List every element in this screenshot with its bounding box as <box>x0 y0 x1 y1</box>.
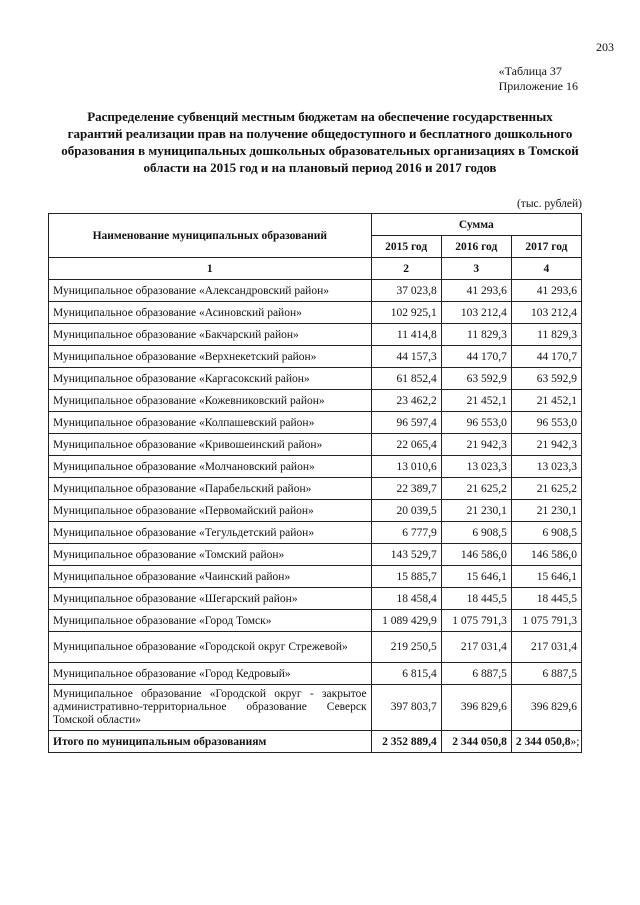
municipality-name: Муниципальное образование «Город Томск» <box>49 610 372 632</box>
table-row <box>49 412 582 434</box>
value-2016: 41 293,6 <box>441 280 511 302</box>
document-title: Распределение субвенций местным бюджетам на обеспечение государственных гарантий реализации прав на получение общедоступного и бесплатного дошкольного образования в муниципальных дошкольных образовательных организациях в Томской области на 2015 год и на плановый период 2016 и 2017 годов <box>61 109 579 175</box>
value-2017: 63 592,9 <box>511 368 581 390</box>
table-row <box>49 610 582 632</box>
table-row <box>49 368 582 390</box>
table-row <box>49 632 582 663</box>
municipality-name: Муниципальное образование «Кожевниковский район» <box>49 390 372 412</box>
value-2017: 1 075 791,3 <box>511 610 581 632</box>
value-2016: 18 445,5 <box>441 588 511 610</box>
value-2015: 96 597,4 <box>371 412 441 434</box>
value-2017: 11 829,3 <box>511 324 581 346</box>
value-2017: 21 625,2 <box>511 478 581 500</box>
municipality-name: Муниципальное образование «Чаинский район» <box>49 566 372 588</box>
column-number: 2 <box>371 258 441 280</box>
appendix-number: Приложение 16 <box>498 79 578 93</box>
total-2017-value: 2 344 050,8 <box>515 735 571 748</box>
value-2016: 15 646,1 <box>441 566 511 588</box>
value-2016: 1 075 791,3 <box>441 610 511 632</box>
value-2015: 6 777,9 <box>371 522 441 544</box>
value-2015: 102 925,1 <box>371 302 441 324</box>
municipality-name: Муниципальное образование «Асиновский район» <box>49 302 372 324</box>
municipality-name: Муниципальное образование «Александровский район» <box>49 280 372 302</box>
value-2017: 41 293,6 <box>511 280 581 302</box>
header-sum: Сумма <box>371 214 581 236</box>
page-number: 203 <box>596 40 614 54</box>
value-2017: 6 887,5 <box>511 663 581 685</box>
table-row <box>49 544 582 566</box>
value-2017: 21 942,3 <box>511 434 581 456</box>
closing-quote: »; <box>570 735 580 748</box>
table-row <box>49 346 582 368</box>
value-2015: 1 089 429,9 <box>371 610 441 632</box>
value-2017: 96 553,0 <box>511 412 581 434</box>
municipality-name: Муниципальное образование «Городской округ Стрежевой» <box>49 632 372 663</box>
header-year-2017: 2017 год <box>511 236 581 258</box>
table-row <box>49 663 582 685</box>
municipality-name: Муниципальное образование «Бакчарский район» <box>49 324 372 346</box>
column-number: 3 <box>441 258 511 280</box>
value-2017: 146 586,0 <box>511 544 581 566</box>
subventions-table <box>48 213 582 753</box>
value-2016: 6 908,5 <box>441 522 511 544</box>
value-2017: 103 212,4 <box>511 302 581 324</box>
value-2015: 22 389,7 <box>371 478 441 500</box>
table-row <box>49 324 582 346</box>
value-2015: 22 065,4 <box>371 434 441 456</box>
value-2016: 217 031,4 <box>441 632 511 663</box>
header-name-column: Наименование муниципальных образований <box>49 214 372 258</box>
municipality-name: Муниципальное образование «Верхнекетский район» <box>49 346 372 368</box>
municipality-name: Муниципальное образование «Колпашевский район» <box>49 412 372 434</box>
value-2017: 6 908,5 <box>511 522 581 544</box>
value-2015: 11 414,8 <box>371 324 441 346</box>
value-2016: 21 942,3 <box>441 434 511 456</box>
municipality-name: Муниципальное образование «Кривошеинский район» <box>49 434 372 456</box>
municipality-name: Муниципальное образование «Парабельский район» <box>49 478 372 500</box>
value-2015: 15 885,7 <box>371 566 441 588</box>
value-2016: 6 887,5 <box>441 663 511 685</box>
municipality-name: Муниципальное образование «Молчановский район» <box>49 456 372 478</box>
value-2015: 219 250,5 <box>371 632 441 663</box>
table-row <box>49 456 582 478</box>
municipality-name: Муниципальное образование «Каргасокский район» <box>49 368 372 390</box>
table-row <box>49 434 582 456</box>
table-row <box>49 478 582 500</box>
value-2017: 13 023,3 <box>511 456 581 478</box>
total-2015: 2 352 889,4 <box>371 731 441 753</box>
value-2015: 23 462,2 <box>371 390 441 412</box>
table-number: «Таблица 37 <box>498 64 562 78</box>
value-2017: 44 170,7 <box>511 346 581 368</box>
value-2017: 15 646,1 <box>511 566 581 588</box>
header-year-2015: 2015 год <box>371 236 441 258</box>
value-2017: 21 452,1 <box>511 390 581 412</box>
value-2017: 21 230,1 <box>511 500 581 522</box>
value-2016: 63 592,9 <box>441 368 511 390</box>
value-2017: 217 031,4 <box>511 632 581 663</box>
column-number: 1 <box>49 258 372 280</box>
municipality-name: Муниципальное образование «Шегарский район» <box>49 588 372 610</box>
value-2016: 146 586,0 <box>441 544 511 566</box>
value-2015: 18 458,4 <box>371 588 441 610</box>
value-2015: 397 803,7 <box>371 685 441 731</box>
table-row <box>49 685 582 731</box>
value-2015: 13 010,6 <box>371 456 441 478</box>
table-row <box>49 302 582 324</box>
value-2017: 18 445,5 <box>511 588 581 610</box>
table-reference <box>499 64 578 94</box>
value-2016: 21 230,1 <box>441 500 511 522</box>
municipality-name: Муниципальное образование «Томский район» <box>49 544 372 566</box>
value-2017: 396 829,6 <box>511 685 581 731</box>
table-row <box>49 522 582 544</box>
value-2015: 61 852,4 <box>371 368 441 390</box>
column-number-row <box>49 258 582 280</box>
municipality-name: Муниципальное образование «Тегульдетский район» <box>49 522 372 544</box>
value-2016: 44 170,7 <box>441 346 511 368</box>
value-2016: 396 829,6 <box>441 685 511 731</box>
column-number: 4 <box>511 258 581 280</box>
value-2016: 21 625,2 <box>441 478 511 500</box>
table-row <box>49 500 582 522</box>
value-2016: 11 829,3 <box>441 324 511 346</box>
value-2015: 143 529,7 <box>371 544 441 566</box>
header-year-2016: 2016 год <box>441 236 511 258</box>
municipality-name: Муниципальное образование «Город Кедровый» <box>49 663 372 685</box>
value-2015: 37 023,8 <box>371 280 441 302</box>
table-row <box>49 280 582 302</box>
municipality-name: Муниципальное образование «Городской округ - закрытое административно-территориальное образование Северск Томской области» <box>49 685 372 731</box>
municipality-name: Муниципальное образование «Первомайский район» <box>49 500 372 522</box>
total-2017 <box>511 731 581 753</box>
table-row <box>49 566 582 588</box>
value-2016: 103 212,4 <box>441 302 511 324</box>
total-row <box>49 731 582 753</box>
total-label: Итого по муниципальным образованиям <box>49 731 372 753</box>
value-2015: 20 039,5 <box>371 500 441 522</box>
table-row <box>49 588 582 610</box>
value-2016: 96 553,0 <box>441 412 511 434</box>
value-2016: 21 452,1 <box>441 390 511 412</box>
unit-note: (тыс. рублей) <box>516 198 582 210</box>
table-row <box>49 390 582 412</box>
value-2015: 44 157,3 <box>371 346 441 368</box>
total-2016: 2 344 050,8 <box>441 731 511 753</box>
value-2016: 13 023,3 <box>441 456 511 478</box>
value-2015: 6 815,4 <box>371 663 441 685</box>
